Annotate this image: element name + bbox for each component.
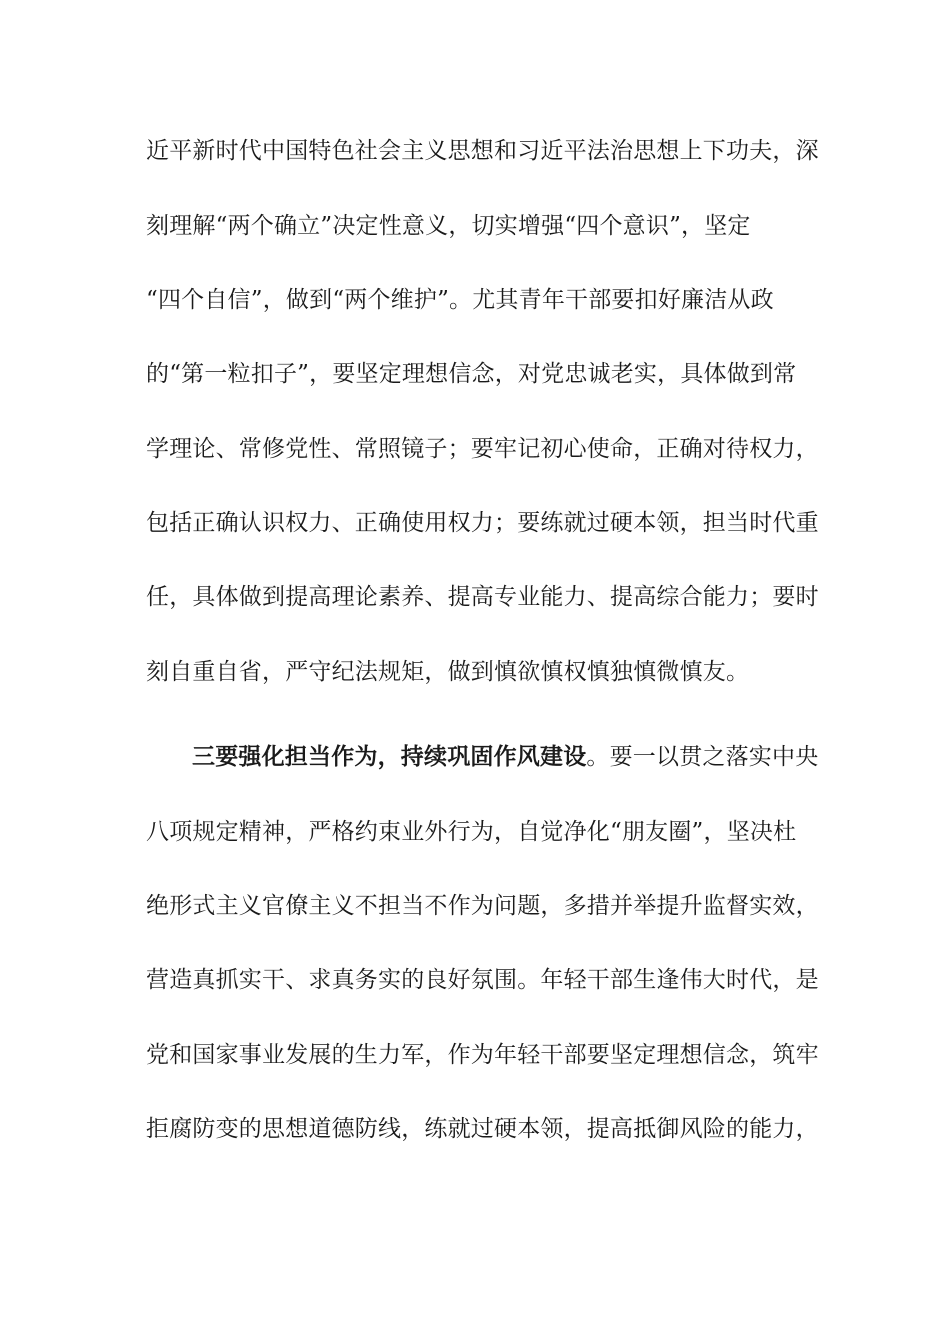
paragraph-1-line-7: 任，具体做到提高理论素养、提高专业能力、提高综合能力；要时	[146, 584, 819, 610]
paragraph-2-first-line-rest: 。要一以贯之落实中央	[586, 744, 819, 770]
paragraph-1-line-6: 包括正确认识权力、正确使用权力；要练就过硬本领，担当时代重	[146, 510, 819, 536]
paragraph-1-line-8: 刻自重自省，严守纪法规矩，做到慎欲慎权慎独慎微慎友。	[146, 659, 750, 685]
paragraph-1-line-1: 近平新时代中国特色社会主义思想和习近平法治思想上下功夫，深	[146, 138, 819, 164]
paragraph-2-line-1	[192, 737, 819, 777]
paragraph-2-heading: 三要强化担当作为，持续巩固作风建设	[192, 743, 587, 770]
paragraph-1-line-5: 学理论、常修党性、常照镜子；要牢记初心使命，正确对待权力，	[146, 436, 819, 462]
paragraph-2-line-2: 八项规定精神，严格约束业外行为，自觉净化“朋友圈”，坚决杜	[146, 819, 797, 845]
paragraph-1-line-3: “四个自信”，做到“两个维护”。尤其青年干部要扣好廉洁从政	[146, 287, 774, 313]
paragraph-2-line-6: 拒腐防变的思想道德防线，练就过硬本领，提高抵御风险的能力，	[146, 1116, 819, 1142]
paragraph-2-line-4: 营造真抓实干、求真务实的良好氛围。年轻干部生逢伟大时代，是	[146, 967, 819, 993]
paragraph-1-line-4: 的“第一粒扣子”，要坚定理想信念，对党忠诚老实，具体做到常	[146, 361, 797, 387]
paragraph-2-line-5: 党和国家事业发展的生力军，作为年轻干部要坚定理想信念，筑牢	[146, 1042, 819, 1068]
paragraph-2-line-3: 绝形式主义官僚主义不担当不作为问题，多措并举提升监督实效，	[146, 893, 819, 919]
paragraph-1-line-2: 刻理解“两个确立”决定性意义，切实增强“四个意识”，坚定	[146, 213, 751, 239]
